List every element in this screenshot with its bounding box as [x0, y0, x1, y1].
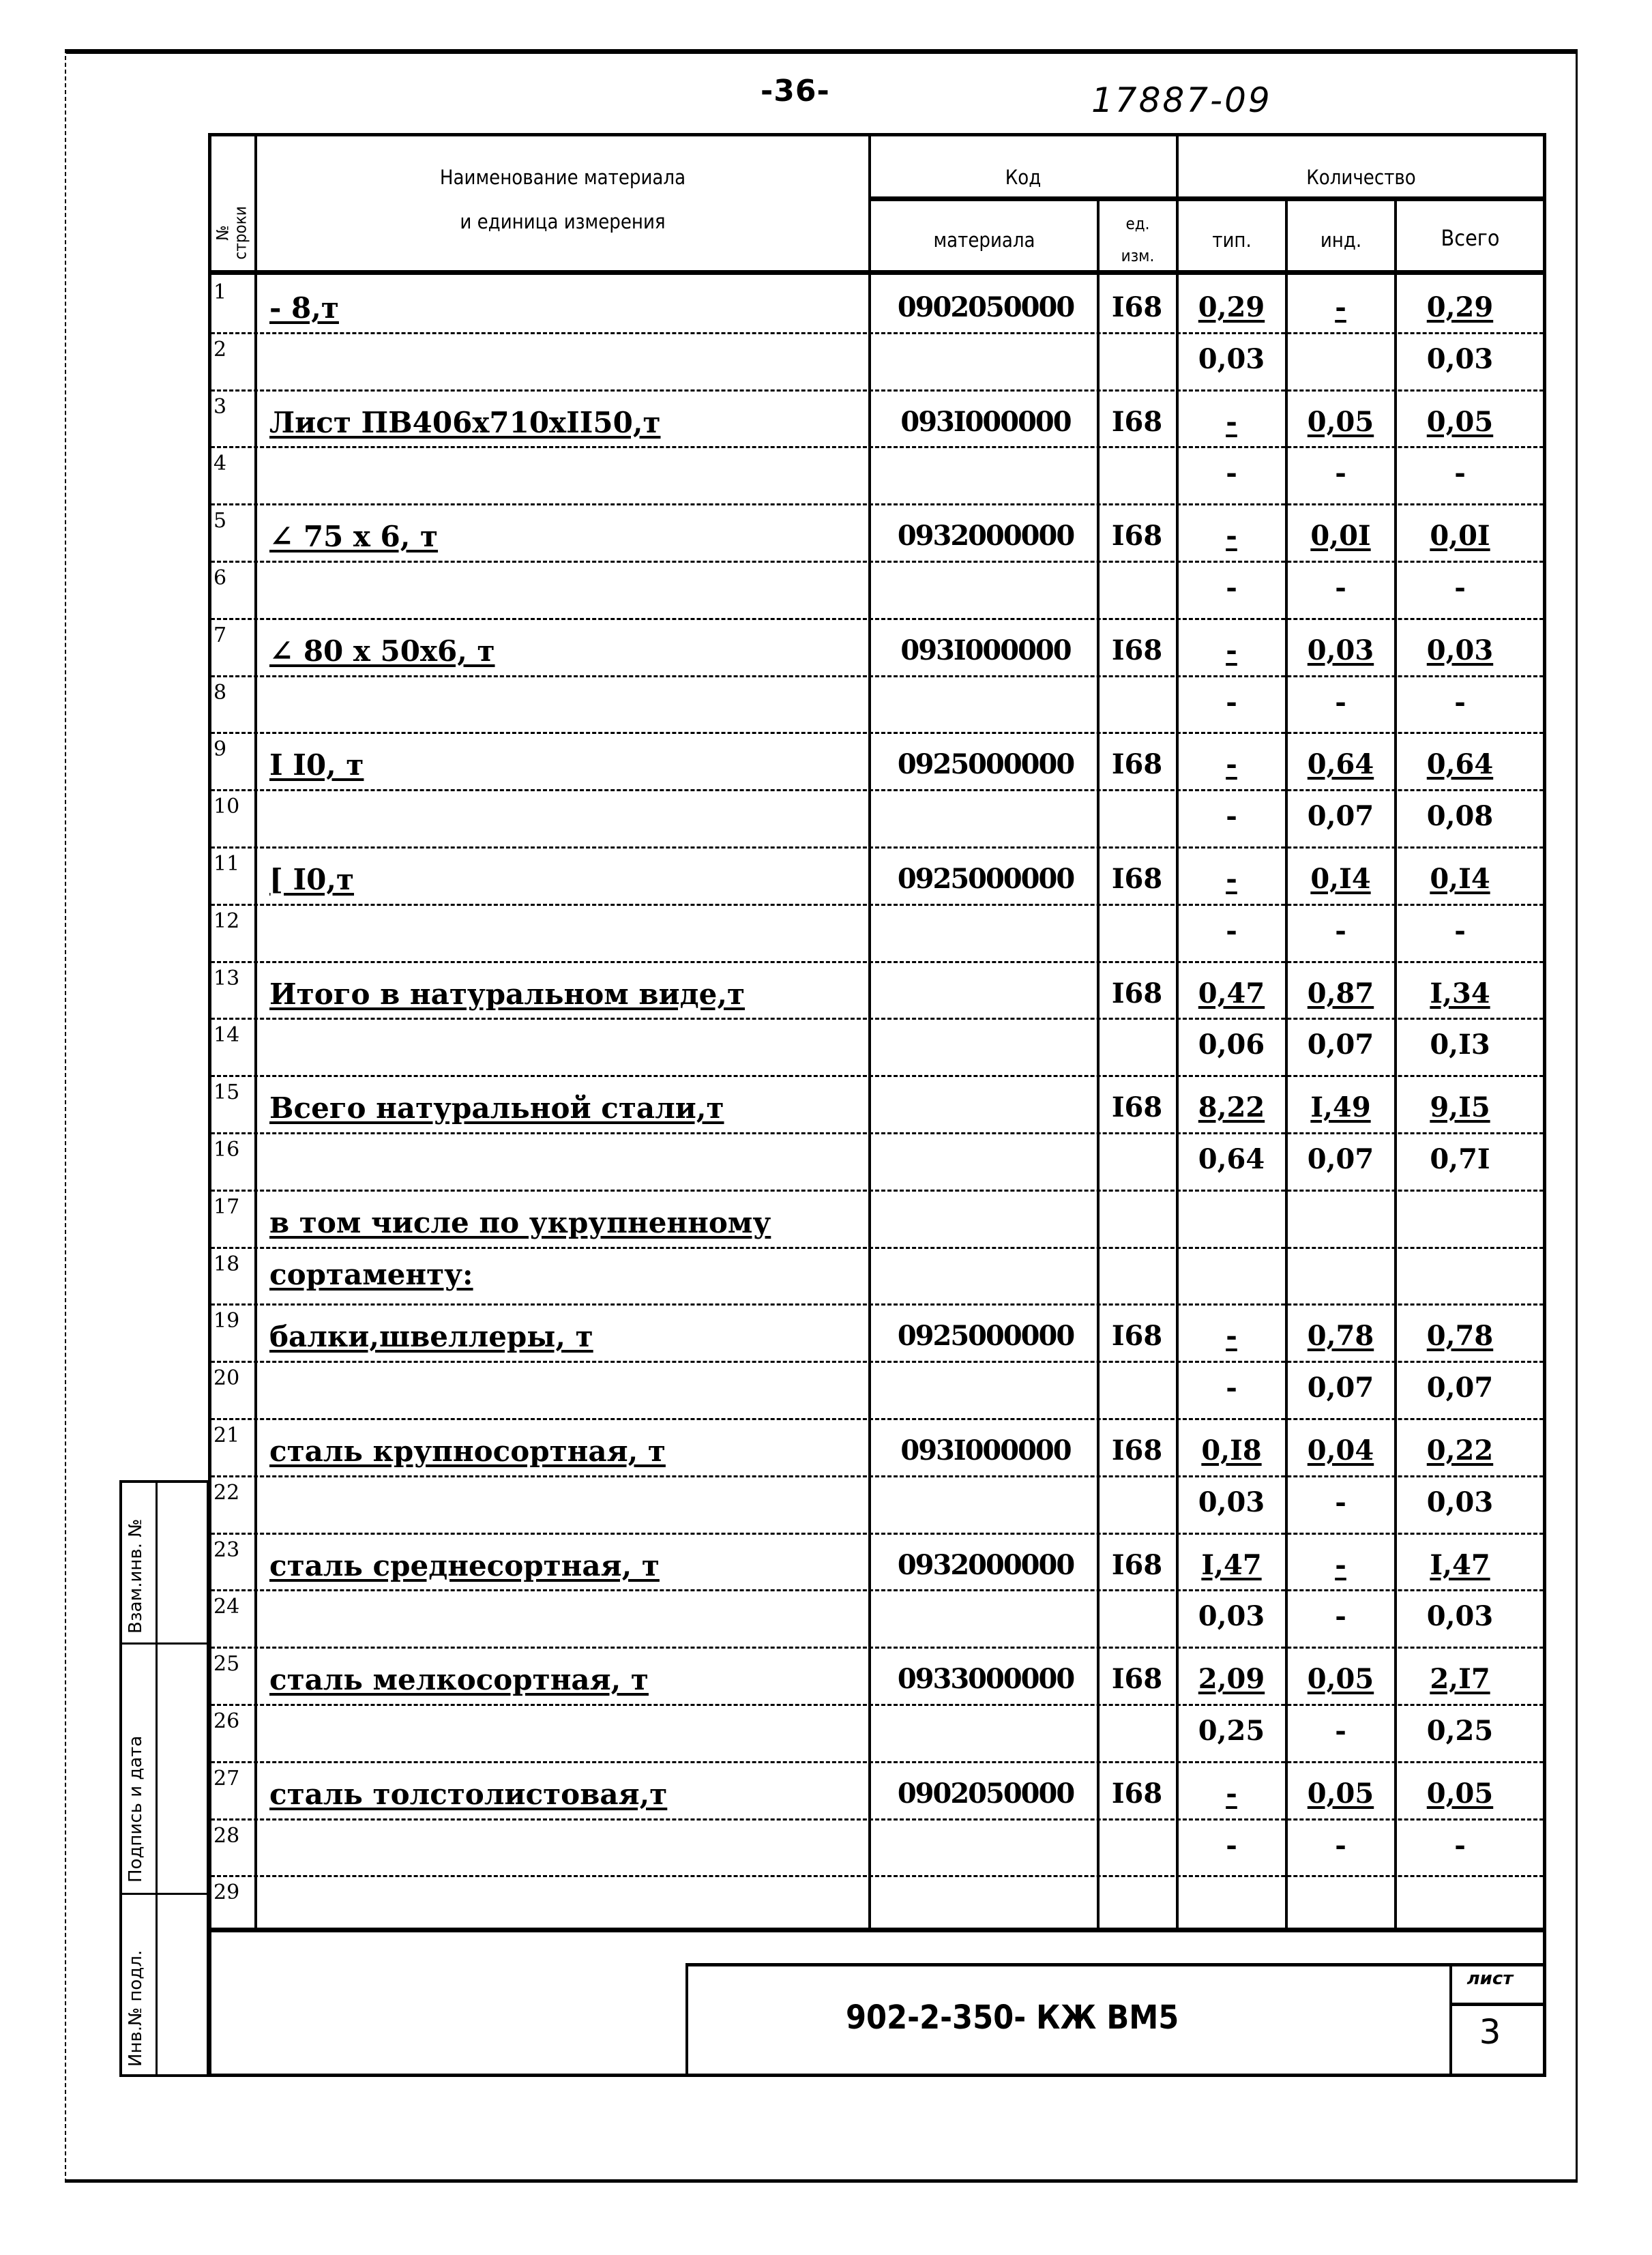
unit-code: I68	[1111, 1663, 1163, 1696]
qty-total: 0,I3	[1430, 1029, 1490, 1061]
row-number: 29	[213, 1881, 240, 1905]
row-number: 7	[213, 623, 227, 647]
row-divider	[211, 1247, 1544, 1249]
side-stamp-line2	[119, 1893, 208, 1895]
qty-total: 0,0I	[1430, 520, 1490, 552]
material-code: 0925000000	[897, 748, 1074, 781]
qty-typical: 0,29	[1198, 291, 1265, 323]
row-number: 24	[213, 1595, 240, 1619]
qty-typical: -	[1226, 914, 1237, 947]
qty-total: 0,08	[1426, 800, 1494, 833]
qty-total: 0,22	[1426, 1434, 1494, 1467]
unit-code: I68	[1111, 1320, 1163, 1353]
qty-individual: -	[1335, 686, 1346, 718]
row-divider	[211, 1818, 1544, 1821]
row-number: 3	[213, 394, 227, 419]
qty-individual: -	[1335, 1715, 1346, 1747]
header-name-line2: и единица измерения	[460, 210, 666, 233]
qty-typical: I,47	[1201, 1548, 1262, 1581]
qty-total: 0,03	[1426, 634, 1494, 666]
unit-code: I68	[1111, 1091, 1163, 1124]
material-name: I I0, т	[269, 748, 364, 782]
qty-typical: -	[1226, 520, 1237, 552]
qty-typical: -	[1226, 1829, 1237, 1861]
row-divider	[211, 1533, 1544, 1535]
row-number: 11	[213, 852, 240, 876]
row-divider	[211, 1589, 1544, 1591]
row-divider	[211, 846, 1544, 849]
row-divider	[211, 1132, 1544, 1134]
header-subline	[868, 196, 1545, 201]
page-number: -36-	[761, 74, 830, 108]
header-qty-total: Всего	[1441, 225, 1500, 251]
qty-individual: 0,07	[1307, 1143, 1374, 1175]
material-name: ∠ 80 х 50х6, т	[269, 634, 495, 668]
qty-individual: 0,87	[1307, 977, 1374, 1009]
qty-typical: 0,03	[1198, 1600, 1265, 1633]
row-number: 13	[213, 966, 240, 990]
row-divider	[211, 1303, 1544, 1306]
qty-total: 2,I7	[1430, 1663, 1490, 1696]
row-number: 8	[213, 680, 227, 705]
row-divider	[211, 675, 1544, 677]
qty-individual: 0,04	[1307, 1434, 1374, 1467]
row-number: 17	[213, 1194, 240, 1219]
row-divider	[211, 1418, 1544, 1420]
row-divider	[211, 1647, 1544, 1649]
qty-total: -	[1454, 914, 1466, 947]
row-divider	[211, 732, 1544, 734]
header-bottom-line	[208, 270, 1546, 275]
material-code: 0925000000	[897, 1320, 1074, 1353]
qty-typical: -	[1226, 405, 1237, 438]
qty-individual: 0,0I	[1310, 520, 1371, 552]
unit-code: I68	[1111, 748, 1163, 781]
unit-code: I68	[1111, 520, 1163, 552]
qty-individual: -	[1335, 1600, 1346, 1633]
qty-typical: 0,64	[1198, 1143, 1265, 1175]
row-number: 28	[213, 1823, 240, 1848]
row-number: 6	[213, 566, 227, 590]
row-divider	[211, 561, 1544, 563]
qty-individual: -	[1335, 572, 1346, 604]
row-number: 19	[213, 1309, 240, 1333]
qty-individual: -	[1335, 914, 1346, 947]
unit-code: I68	[1111, 977, 1163, 1009]
row-number: 20	[213, 1366, 240, 1391]
qty-total: -	[1454, 572, 1466, 604]
qty-individual: 0,78	[1307, 1320, 1374, 1353]
material-name: балки,швеллеры, т	[269, 1320, 593, 1354]
material-name: [ I0,т	[269, 863, 355, 896]
qty-typical: 2,09	[1198, 1663, 1265, 1696]
row-number: 14	[213, 1023, 240, 1048]
qty-individual: 0,07	[1307, 1372, 1374, 1404]
qty-typical: 0,25	[1198, 1715, 1265, 1747]
qty-individual: 0,03	[1307, 634, 1374, 666]
qty-typical: -	[1226, 457, 1237, 490]
title-sheet-divider	[1449, 1963, 1452, 2077]
qty-individual: I,49	[1310, 1091, 1371, 1124]
qty-total: 0,05	[1426, 1777, 1494, 1810]
qty-individual: 0,07	[1307, 800, 1374, 833]
qty-total: 9,I5	[1430, 1091, 1490, 1124]
side-stamp-field-replace-inv: Взам.инв. №	[126, 1518, 146, 1634]
header-code-material: материала	[933, 229, 1035, 252]
unit-code: I68	[1111, 1777, 1163, 1810]
row-number: 4	[213, 452, 227, 476]
qty-typical: -	[1226, 1372, 1237, 1404]
row-number: 26	[213, 1709, 240, 1733]
row-number: 5	[213, 509, 227, 533]
qty-typical: 0,03	[1198, 342, 1265, 375]
header-quantity: Количество	[1306, 166, 1416, 189]
row-number: 16	[213, 1138, 240, 1162]
row-divider	[211, 503, 1544, 505]
unit-code: I68	[1111, 1434, 1163, 1467]
qty-total: 0,78	[1426, 1320, 1494, 1353]
header-unit-line1: ед.	[1125, 214, 1150, 233]
qty-individual: 0,64	[1307, 748, 1374, 781]
unit-code: I68	[1111, 634, 1163, 666]
qty-total: 0,05	[1426, 405, 1494, 438]
unit-code: I68	[1111, 863, 1163, 895]
material-code: 093I000000	[900, 405, 1071, 438]
side-stamp-divider	[156, 1480, 158, 2077]
qty-typical: -	[1226, 1320, 1237, 1353]
material-code: 0902050000	[897, 291, 1074, 323]
qty-typical: 0,I8	[1201, 1434, 1262, 1467]
row-divider	[211, 904, 1544, 906]
qty-typical: -	[1226, 634, 1237, 666]
qty-individual: 0,07	[1307, 1029, 1374, 1061]
qty-individual: 0,05	[1307, 405, 1374, 438]
qty-total: 0,64	[1426, 748, 1494, 781]
qty-individual: 0,05	[1307, 1663, 1374, 1696]
side-stamp-field-signature-date: Подпись и дата	[126, 1735, 146, 1883]
qty-total: I,34	[1430, 977, 1490, 1009]
qty-total: I,47	[1430, 1548, 1490, 1581]
row-divider	[211, 1875, 1544, 1877]
row-divider	[211, 1761, 1544, 1763]
row-number: 9	[213, 737, 227, 762]
row-number: 2	[213, 337, 227, 362]
header-row-number: № строки	[213, 206, 250, 260]
sheet-number: 3	[1479, 2012, 1501, 2052]
material-code: 093I000000	[900, 1434, 1071, 1467]
qty-typical: -	[1226, 863, 1237, 895]
qty-total: -	[1454, 1829, 1466, 1861]
inventory-number: 17887-09	[1091, 80, 1272, 120]
row-divider	[211, 1190, 1544, 1192]
header-qty-ind: инд.	[1320, 229, 1362, 252]
row-divider	[211, 446, 1544, 448]
row-divider	[211, 1704, 1544, 1706]
material-name: Всего натуральной стали,т	[269, 1091, 724, 1125]
material-name: Итого в натуральном виде,т	[269, 977, 746, 1011]
qty-total: -	[1454, 457, 1466, 490]
qty-individual: -	[1335, 1548, 1346, 1581]
qty-individual: -	[1335, 1486, 1346, 1518]
qty-total: 0,25	[1426, 1715, 1494, 1747]
qty-typical: -	[1226, 572, 1237, 604]
unit-code: I68	[1111, 1548, 1163, 1581]
qty-typical: 0,06	[1198, 1029, 1265, 1061]
material-code: 0933000000	[897, 1663, 1074, 1696]
row-number: 10	[213, 795, 240, 819]
row-divider	[211, 1361, 1544, 1363]
unit-code: I68	[1111, 291, 1163, 323]
qty-total: 0,03	[1426, 1486, 1494, 1518]
material-name: сталь крупносортная, т	[269, 1434, 666, 1468]
qty-individual: 0,05	[1307, 1777, 1374, 1810]
qty-individual: -	[1335, 291, 1346, 323]
material-name: сталь среднесортная, т	[269, 1548, 660, 1582]
document-code: 902-2-350- КЖ ВМ5	[846, 1999, 1179, 2037]
body-bottom-line	[208, 1928, 1546, 1932]
qty-total: 0,I4	[1430, 863, 1490, 895]
qty-total: 0,29	[1426, 291, 1494, 323]
qty-individual: 0,I4	[1310, 863, 1371, 895]
qty-typical: -	[1226, 748, 1237, 781]
row-divider	[211, 1018, 1544, 1020]
row-number: 1	[213, 280, 227, 304]
row-divider	[211, 1075, 1544, 1077]
row-number: 12	[213, 909, 240, 933]
row-divider	[211, 618, 1544, 620]
material-name: - 8,т	[269, 291, 339, 325]
row-number: 23	[213, 1537, 240, 1562]
material-name: ∠ 75 х 6, т	[269, 520, 439, 554]
row-divider	[211, 332, 1544, 334]
side-stamp-field-orig-inv: Инв.№ подл.	[126, 1949, 146, 2067]
col-divider-name	[868, 133, 871, 1930]
material-name: сталь толстолистовая,т	[269, 1777, 668, 1811]
material-code: 0902050000	[897, 1777, 1074, 1810]
unit-code: I68	[1111, 405, 1163, 438]
qty-total: 0,03	[1426, 342, 1494, 375]
material-name: Лист ПВ406х710хII50,т	[269, 405, 661, 439]
row-divider	[211, 789, 1544, 791]
row-number: 22	[213, 1480, 240, 1505]
material-name: в том числе по укрупненному	[269, 1205, 771, 1239]
header-qty-typ: тип.	[1212, 229, 1252, 252]
material-name: сортаменту:	[269, 1257, 473, 1291]
qty-typical: -	[1226, 800, 1237, 833]
qty-total: -	[1454, 686, 1466, 718]
qty-typical: -	[1226, 1777, 1237, 1810]
row-number: 21	[213, 1424, 240, 1447]
header-code: Код	[1005, 166, 1042, 189]
title-sheet-line	[1449, 2003, 1545, 2006]
material-name: сталь мелкосортная, т	[269, 1663, 649, 1697]
qty-total: 0,03	[1426, 1600, 1494, 1633]
material-code: 0932000000	[897, 1548, 1074, 1581]
material-code: 0932000000	[897, 520, 1074, 552]
row-divider	[211, 389, 1544, 392]
qty-total: 0,07	[1426, 1372, 1494, 1404]
row-divider	[211, 961, 1544, 963]
qty-total: 0,7I	[1430, 1143, 1490, 1175]
qty-typical: 0,03	[1198, 1486, 1265, 1518]
qty-individual: -	[1335, 1829, 1346, 1861]
qty-typical: 0,47	[1198, 977, 1265, 1009]
qty-typical: -	[1226, 686, 1237, 718]
sheet-label: лист	[1466, 1969, 1514, 1989]
row-number: 25	[213, 1652, 240, 1677]
row-divider	[211, 1475, 1544, 1477]
material-code: 093I000000	[900, 634, 1071, 666]
header-name-line1: Наименование материала	[439, 166, 686, 189]
qty-individual: -	[1335, 457, 1346, 490]
row-number: 18	[213, 1252, 240, 1276]
row-number: 27	[213, 1766, 240, 1790]
qty-typical: 8,22	[1198, 1091, 1265, 1124]
row-number: 15	[213, 1080, 240, 1105]
header-unit-line2: изм.	[1121, 246, 1155, 265]
side-stamp-line1	[119, 1642, 208, 1645]
material-code: 0925000000	[897, 863, 1074, 895]
